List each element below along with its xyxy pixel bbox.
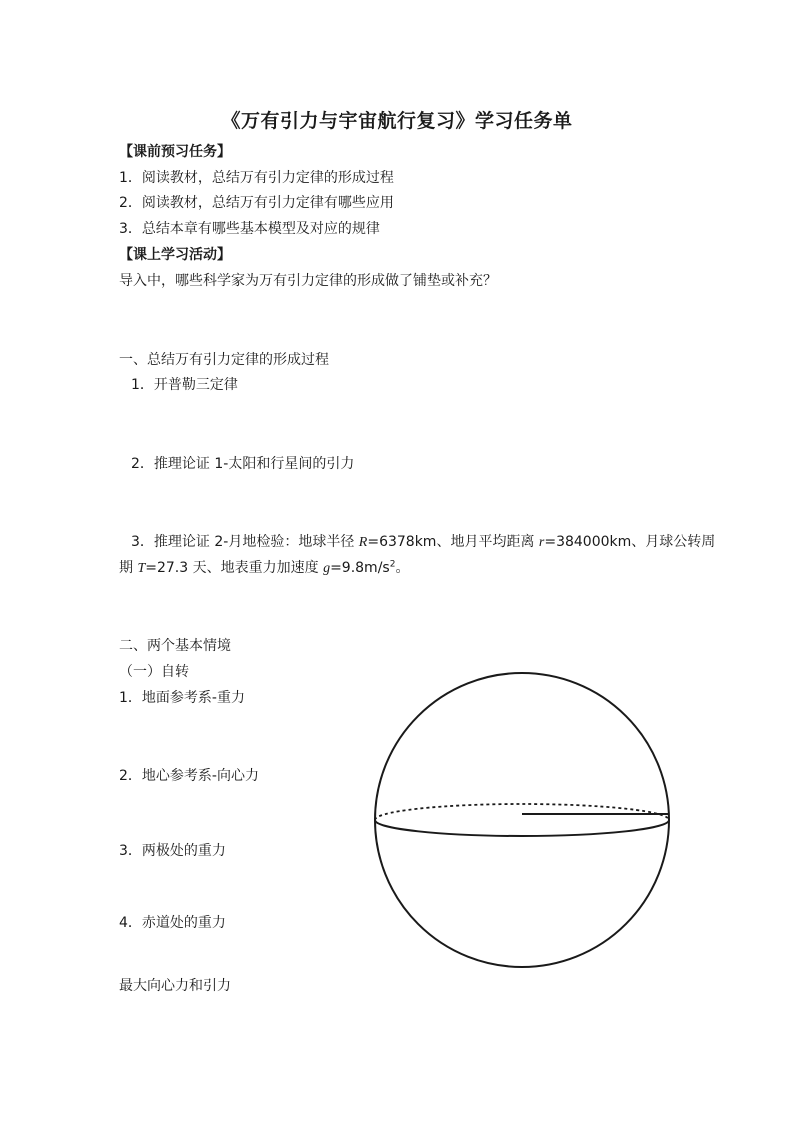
section-1-item-1: 1．开普勒三定律 xyxy=(131,377,238,393)
document-title: 《万有引力与宇宙航行复习》学习任务单 xyxy=(221,110,573,132)
pre-task-2: 2．阅读教材，总结万有引力定律有哪些应用 xyxy=(119,195,394,211)
pre-task-1: 1．阅读教材，总结万有引力定律的形成过程 xyxy=(119,170,394,186)
section-2-item-3: 3．两极处的重力 xyxy=(119,843,226,859)
earth-sphere-diagram xyxy=(370,670,676,974)
section-2-last-line: 最大向心力和引力 xyxy=(119,978,231,994)
section-1-item-3: 3．推理论证 2-月地检验：地球半径 R=6378km、地月平均距离 r=384000km、月球公转周 xyxy=(131,534,716,550)
section-2-item-1: 1．地面参考系-重力 xyxy=(119,690,245,706)
section-1-item-3-cont: 期 T=27.3 天、地表重力加速度 $g=9.8m/s^2$。 xyxy=(119,559,410,576)
section-2-subtitle: （一）自转 xyxy=(119,664,189,680)
pre-task-3: 3．总结本章有哪些基本模型及对应的规律 xyxy=(119,221,380,237)
var-R: R xyxy=(358,535,368,550)
section-2-item-4: 4．赤道处的重力 xyxy=(119,915,226,931)
equator-back-dashed xyxy=(375,804,669,820)
sphere-outline xyxy=(375,673,669,967)
in-class-heading: 【课上学习活动】 xyxy=(119,247,231,263)
equator-front xyxy=(375,820,669,836)
var-g: g xyxy=(323,561,331,576)
pre-class-heading: 【课前预习任务】 xyxy=(119,144,231,160)
intro-question: 导入中，哪些科学家为万有引力定律的形成做了铺垫或补充？ xyxy=(119,273,497,289)
var-T: T xyxy=(137,561,146,576)
var-r: r xyxy=(538,535,545,550)
section-2-item-2: 2．地心参考系-向心力 xyxy=(119,768,259,784)
section-1-item-2: 2．推理论证 1-太阳和行星间的引力 xyxy=(131,456,355,472)
section-2-title: 二、两个基本情境 xyxy=(119,638,231,654)
section-1-title: 一、总结万有引力定律的形成过程 xyxy=(119,352,329,368)
